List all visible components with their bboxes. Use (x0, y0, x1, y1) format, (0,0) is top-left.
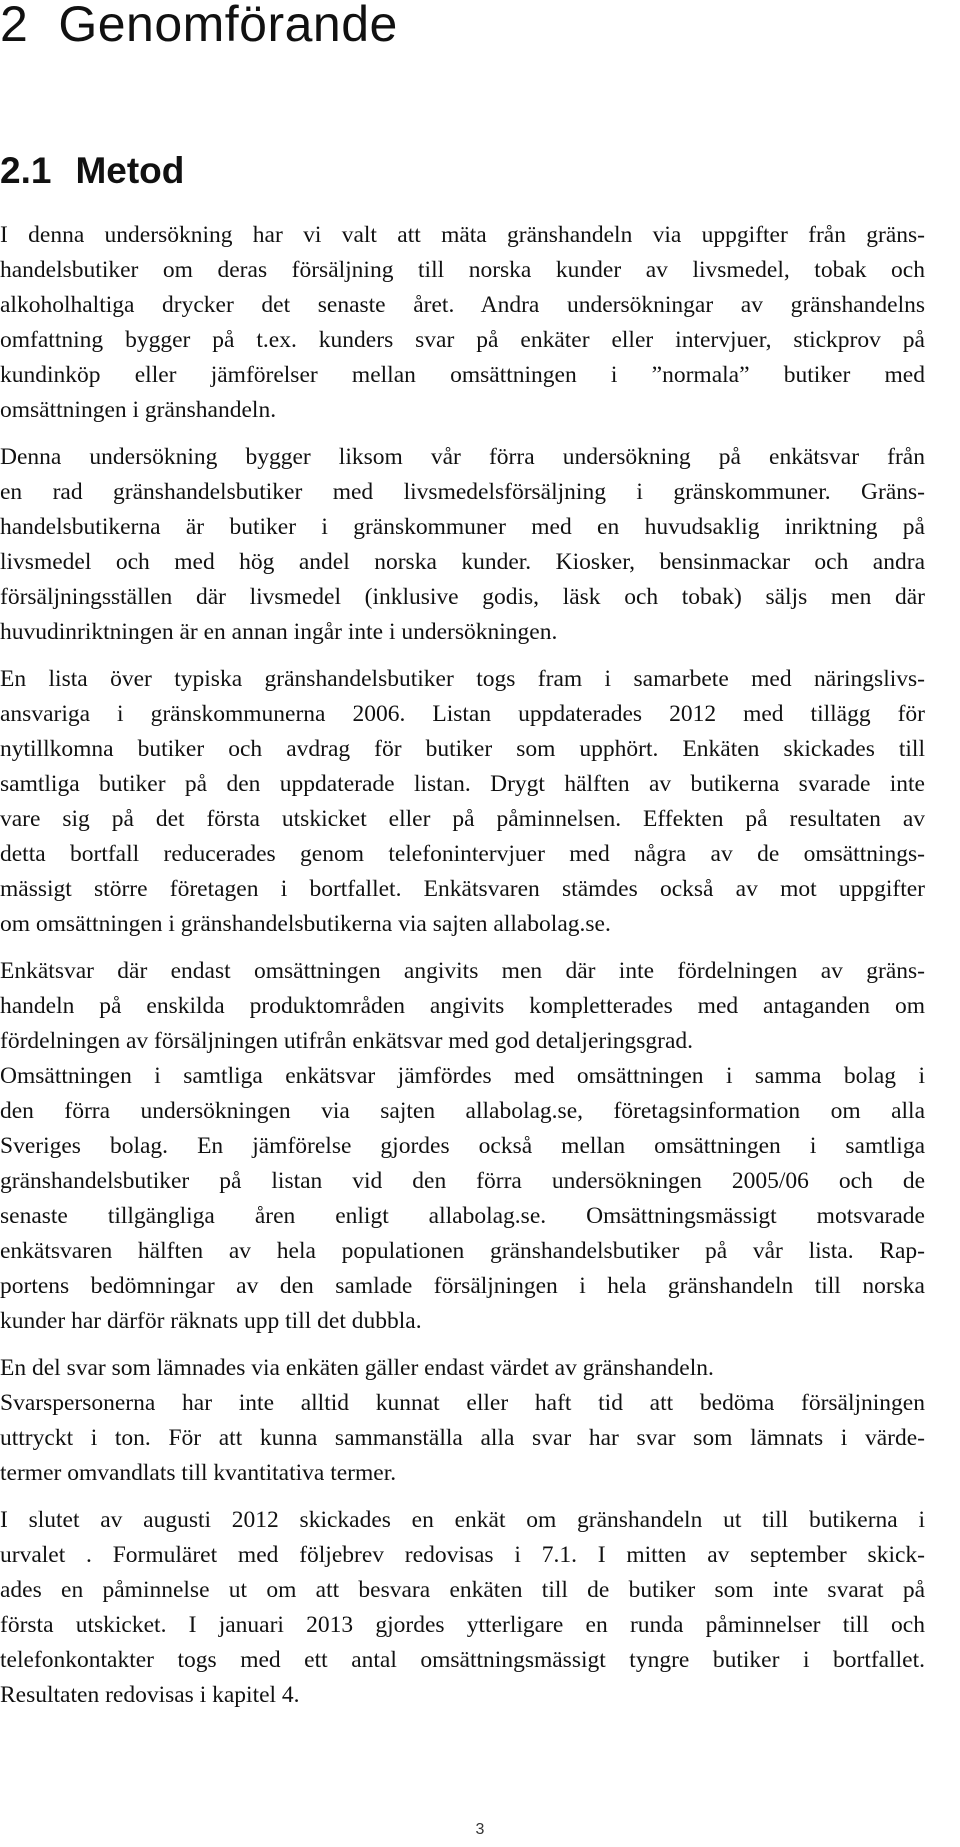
chapter-heading (0, 0, 398, 52)
text-line: En del svar som lämnades via enkäten gäller endast värdet av gränshandeln. (0, 1355, 714, 1381)
text-line: försäljningsställen där livsmedel (inklusive godis, läsk och tobak) säljs men där (0, 584, 925, 610)
text-line: mässigt större företagen i bortfallet. Enkätsvaren stämdes också av mot uppgifter (0, 876, 925, 902)
text-line: livsmedel och med hög andel norska kunder. Kiosker, bensinmackar och andra (0, 549, 925, 575)
text-line: urvalet . Formuläret med följebrev redovisas i 7.1. I mitten av september skick- (0, 1542, 925, 1568)
page-number: 3 (475, 1821, 485, 1838)
paragraph (0, 440, 925, 650)
text-line: Resultaten redovisas i kapitel 4. (0, 1682, 300, 1708)
paragraph (0, 662, 925, 942)
text-line: om omsättningen i gränshandelsbutikerna via sajten allabolag.se. (0, 911, 611, 937)
text-line: kunder har därför räknats upp till det dubbla. (0, 1308, 422, 1334)
text-line: portens bedömningar av den samlade försäljningen i hela gränshandeln till norska (0, 1273, 925, 1299)
text-line: handelsbutiker om deras försäljning till norska kunder av livsmedel, tobak och (0, 257, 925, 283)
text-line: Omsättningen i samtliga enkätsvar jämfördes med omsättningen i samma bolag i (0, 1063, 925, 1089)
text-line: I slutet av augusti 2012 skickades en enkät om gränshandeln ut till butikerna i (0, 1507, 925, 1533)
text-line: detta bortfall reducerades genom telefonintervjuer med några av de omsättnings- (0, 841, 925, 867)
body-text (0, 218, 925, 1725)
text-line: nytillkomna butiker och avdrag för butiker som upphört. Enkäten skickades till (0, 736, 925, 762)
text-line: Denna undersökning bygger liksom vår förra undersökning på enkätsvar från (0, 444, 925, 470)
text-line: den förra undersökningen via sajten allabolag.se, företagsinformation om alla (0, 1098, 925, 1124)
section-title: Metod (75, 150, 185, 191)
text-line: omsättningen i gränshandeln. (0, 397, 277, 423)
text-line: termer omvandlats till kvantitativa termer. (0, 1460, 397, 1486)
paragraph (0, 954, 925, 1339)
text-line: omfattning bygger på t.ex. kunders svar på enkäter eller intervjuer, stickprov på (0, 327, 925, 353)
text-line: huvudinriktningen är en annan ingår inte i undersökningen. (0, 619, 558, 645)
text-line: ades en påminnelse ut om att besvara enkäten till de butiker som inte svarat på (0, 1577, 925, 1603)
text-line: senaste tillgängliga åren enligt allabolag.se. Omsättningsmässigt motsvarade (0, 1203, 925, 1229)
text-line: vare sig på det första utskicket eller på påminnelsen. Effekten på resultaten av (0, 806, 925, 832)
text-line: handeln på enskilda produktområden angivits kompletterades med antaganden om (0, 993, 925, 1019)
text-line: samtliga butiker på den uppdaterade listan. Drygt hälften av butikerna svarade inte (0, 771, 925, 797)
text-line: ansvariga i gränskommunerna 2006. Listan uppdaterades 2012 med tillägg för (0, 701, 925, 727)
chapter-number: 2 (0, 0, 29, 52)
paragraph (0, 1503, 925, 1713)
text-line: gränshandelsbutiker på listan vid den förra undersökningen 2005/06 och de (0, 1168, 925, 1194)
text-line: Svarspersonerna har inte alltid kunnat eller haft tid att bedöma försäljningen (0, 1390, 925, 1416)
text-line: en rad gränshandelsbutiker med livsmedelsförsäljning i gränskommuner. Gräns- (0, 479, 925, 505)
text-line: handelsbutikerna är butiker i gränskommuner med en huvudsaklig inriktning på (0, 514, 925, 540)
text-line: fördelningen av försäljningen utifrån enkätsvar med god detaljeringsgrad. (0, 1028, 694, 1054)
text-line: uttryckt i ton. För att kunna sammanställa alla svar har svar som lämnats i värde- (0, 1425, 925, 1451)
paragraph (0, 1351, 925, 1491)
text-line: Enkätsvar där endast omsättningen angivits men där inte fördelningen av gräns- (0, 958, 925, 984)
text-line: kundinköp eller jämförelser mellan omsättningen i ”normala” butiker med (0, 362, 925, 388)
text-line: Sveriges bolag. En jämförelse gjordes också mellan omsättningen i samtliga (0, 1133, 925, 1159)
text-line: En lista över typiska gränshandelsbutiker togs fram i samarbete med näringslivs- (0, 666, 925, 692)
text-line: telefonkontakter togs med ett antal omsättningsmässigt tyngre butiker i bortfallet. (0, 1647, 925, 1673)
text-line: I denna undersökning har vi valt att mäta gränshandeln via uppgifter från gräns- (0, 222, 925, 248)
text-line: alkoholhaltiga drycker det senaste året. Andra undersökningar av gränshandelns (0, 292, 925, 318)
text-line: första utskicket. I januari 2013 gjordes ytterligare en runda påminnelser till och (0, 1612, 925, 1638)
text-line: enkätsvaren hälften av hela populationen gränshandelsbutiker på vår lista. Rap- (0, 1238, 925, 1264)
paragraph (0, 218, 925, 428)
section-number: 2.1 (0, 150, 52, 191)
chapter-title: Genomförande (58, 0, 398, 52)
section-heading (0, 150, 184, 192)
